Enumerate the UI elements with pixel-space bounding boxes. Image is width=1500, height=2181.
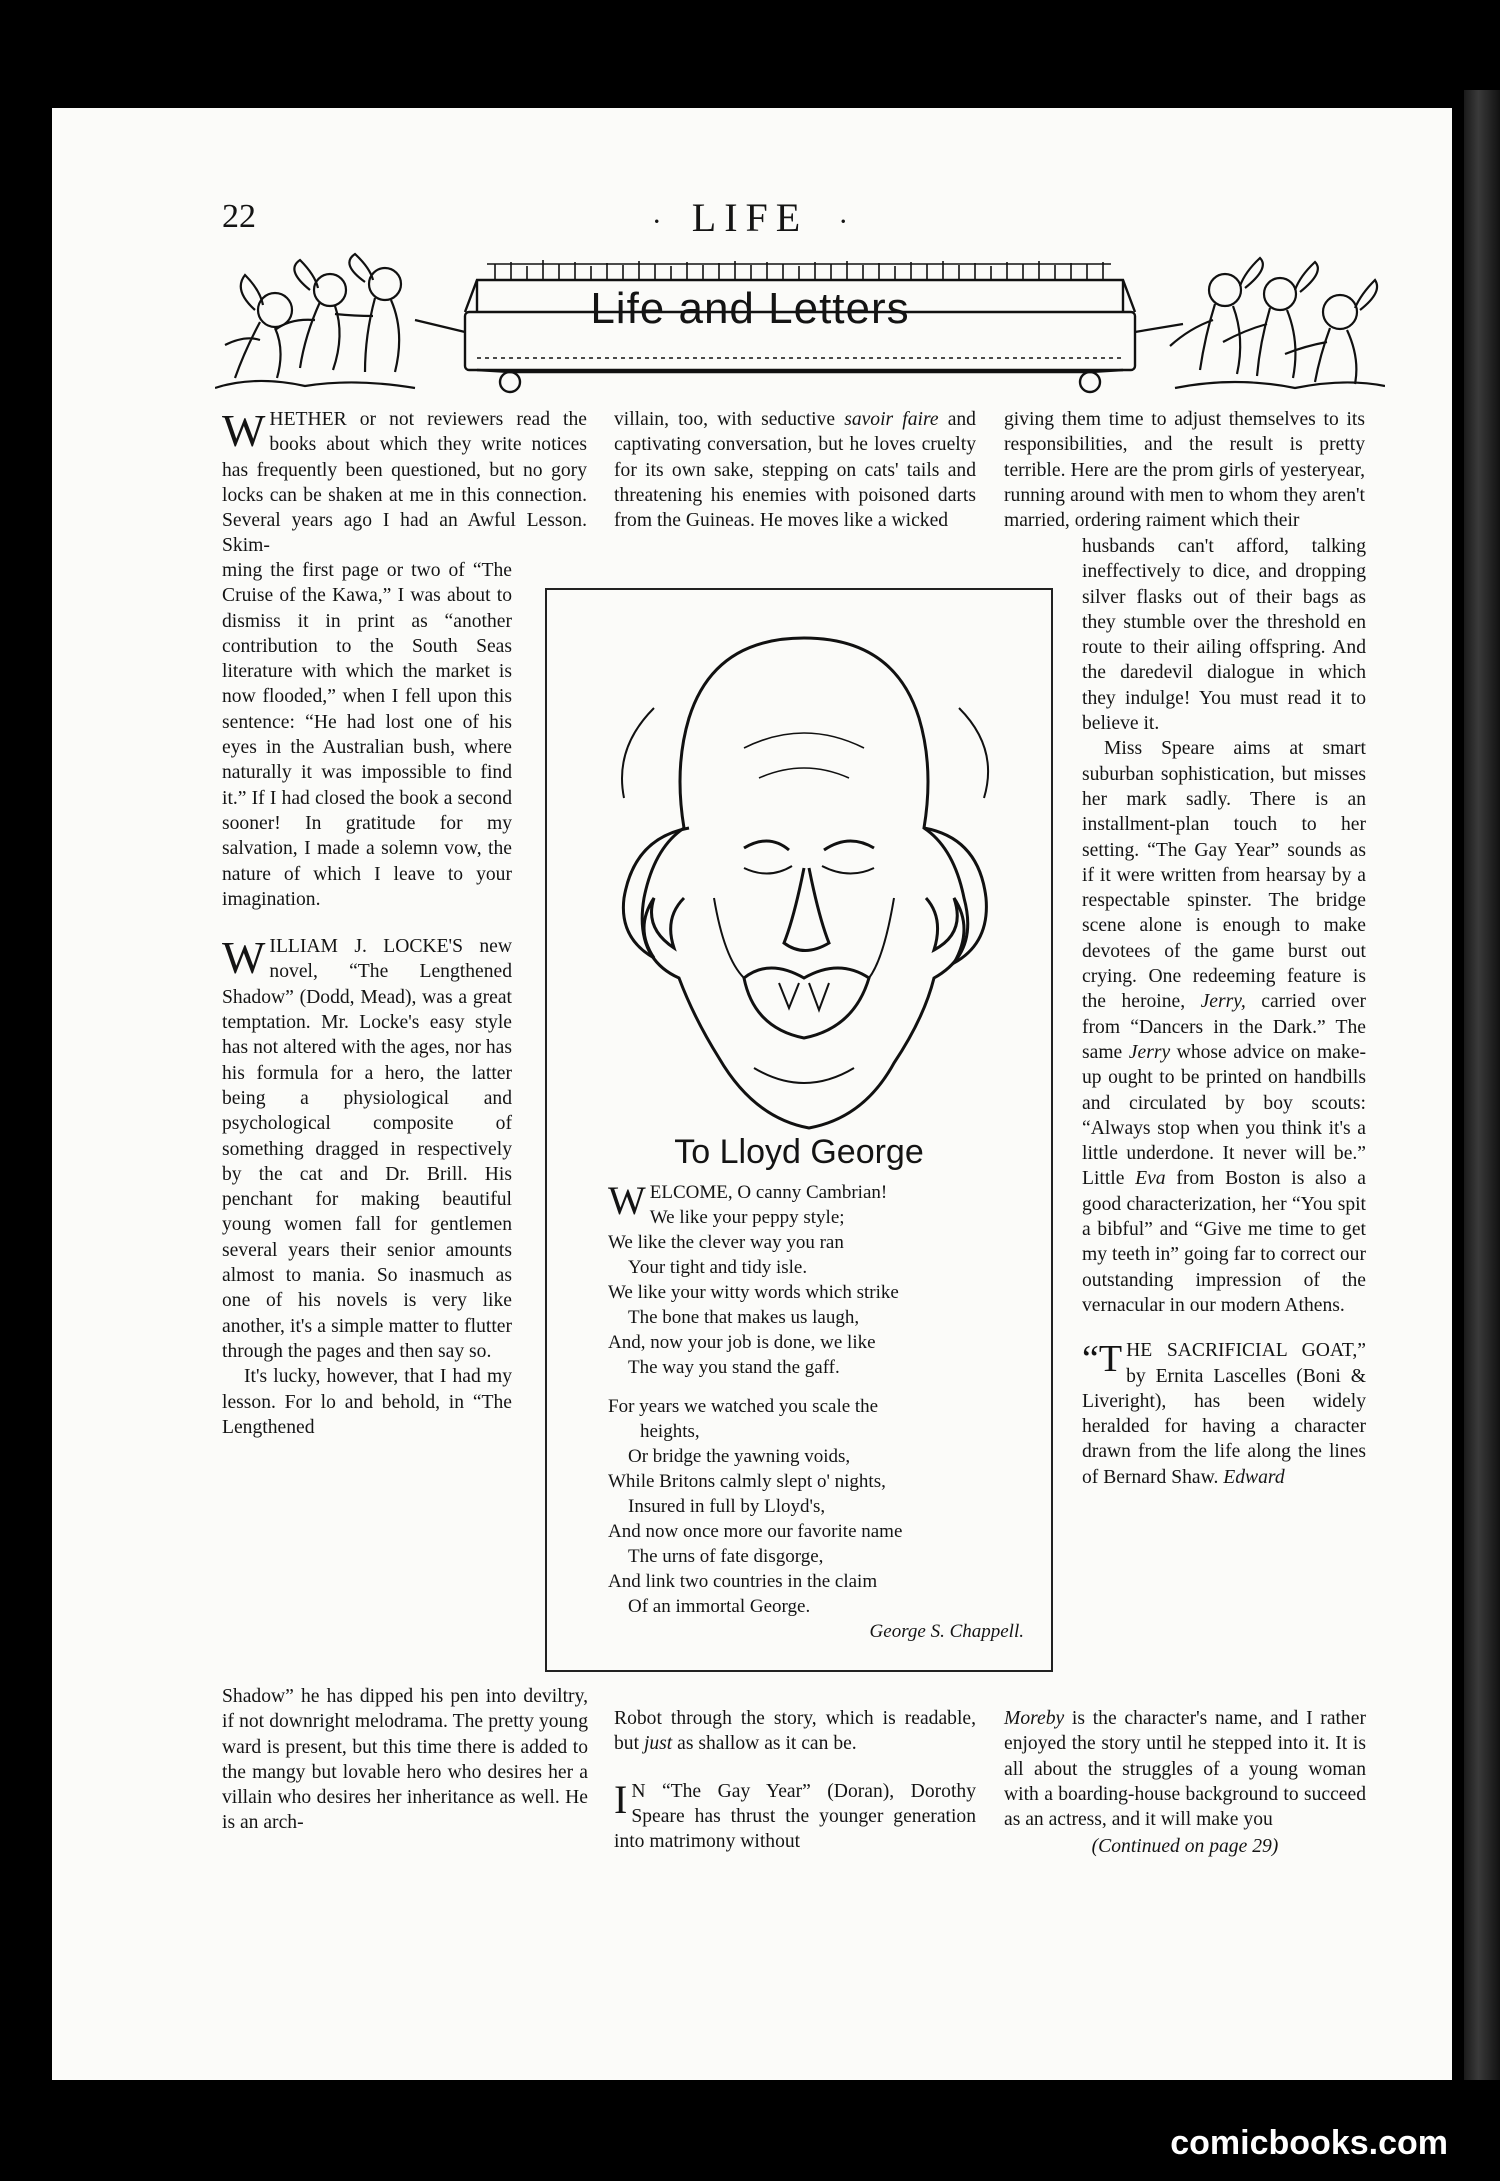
robot-text-a: Robot through the story, which is readable, but xyxy=(614,1708,976,1755)
poem-line-17: Of an immortal George. xyxy=(628,1596,811,1617)
caricature-nose xyxy=(784,868,829,951)
paragraph-prom-girls: giving them time to adjust themselves to its responsibilities, and the result is pretty terrible. Here are the prom girls of yesteryear, running around with men to whom they aren't married, ordering raiment which their xyxy=(1004,409,1365,532)
poem-author: George S. Chappell. xyxy=(869,1621,1024,1642)
speare-jerry-2: Jerry xyxy=(1128,1041,1171,1063)
paragraph-gay-year xyxy=(614,1776,976,1855)
poem-line-14: And now once more our favorite name xyxy=(608,1521,903,1542)
robot-text-b: as shallow as it can be. xyxy=(672,1733,857,1755)
gay-year-text: N “The Gay Year” (Doran), Dorothy Speare has thrust the younger generation into matrimony without xyxy=(614,1780,976,1853)
goat-text: HE SACRIFICIAL GOAT,” by Ernita Lascelles (Boni & Liveright), has been widely heralded for having a character drawn from the life along the lines of Bernard Shaw. xyxy=(1082,1340,1366,1488)
poem-line-7: And, now your job is done, we like xyxy=(608,1332,876,1353)
drop-cap-w: W xyxy=(222,405,266,456)
moreby-text: is the character's name, and I rather enjoyed the story until he stepped into it. It is all about the struggles of a young woman with a boarding-house background to succeed as an actress, and it will make you xyxy=(1004,1708,1366,1831)
poem-drop-cap: W xyxy=(608,1178,646,1223)
poem-line-10: heights, xyxy=(640,1421,700,1442)
column-3-bottom xyxy=(1004,1706,1366,1860)
section-title: Life and Letters xyxy=(590,284,910,333)
speare-text-a: Miss Speare aims at smart suburban sophistication, but misses her mark sadly. There is an installment-plan touch to her setting. “The Gay Year” sounds as if it were written from hearsay by a respectable spinster. The bridge scene alone is enough to make devotees of the game burst out crying. One redeeming feature is the heroine, xyxy=(1082,738,1366,1013)
poem-line-11: Or bridge the yawning voids, xyxy=(628,1446,851,1467)
poem-line-3: We like the clever way you ran xyxy=(608,1232,844,1253)
poem-line-9: For years we watched you scale the xyxy=(608,1396,879,1417)
paragraph-speare xyxy=(1082,736,1366,1318)
caricature-hair-right xyxy=(924,828,986,963)
masthead-dot-left: · xyxy=(651,204,662,238)
poem-text xyxy=(608,1180,1028,1644)
speare-jerry: Jerry, xyxy=(1200,991,1246,1013)
poem-line-5: We like your witty words which strike xyxy=(608,1282,899,1303)
paragraph-moreby xyxy=(1004,1706,1366,1832)
moreby-italic: Moreby xyxy=(1004,1708,1065,1729)
paragraph-3-lesson: It's lucky, however, that I had my lesson. For lo and behold, in “The Lengthened xyxy=(222,1366,512,1438)
drop-cap-t: “T xyxy=(1082,1338,1123,1381)
masthead-title: LIFE xyxy=(691,195,809,240)
column-3-top xyxy=(1004,407,1365,533)
villain-italic: savoir faire xyxy=(844,409,939,430)
column-1-narrow xyxy=(222,558,512,1440)
column-1-intro xyxy=(222,407,587,559)
poem-line-12: While Britons calmly slept o' nights, xyxy=(608,1471,886,1492)
masthead xyxy=(0,194,1500,241)
page-spine-shadow xyxy=(1464,90,1500,2080)
robot-italic: just xyxy=(643,1733,673,1755)
speare-eva: Eva xyxy=(1135,1168,1166,1190)
lloyd-george-caricature xyxy=(594,598,1014,1168)
paragraph-2-text: ILLIAM J. LOCKE'S new novel, “The Lengthened Shadow” (Dodd, Mead), was a great temptation. Mr. Locke's easy style has not altered with the ages, nor has his formula for a hero, the latter being a physiological and psychological composite of something dragged in respectively by the cat and Dr. Brill. His penchant for making beautiful young women fall for gentlemen several years their senior amounts almost to mania. So inasmuch as one of his novels is very like another, it's a simple matter to flutter through the pages and then say so. xyxy=(222,936,512,1362)
paragraph-villain xyxy=(614,407,976,533)
goat-italic: Edward xyxy=(1223,1466,1285,1488)
speare-text-b: carried over from “Dancers in the Dark.” The same xyxy=(1082,991,1366,1063)
drop-cap-i: I xyxy=(614,1776,628,1822)
paragraph-3-continued: Shadow” he has dipped his pen into deviltry, if not downright melodrama. The pretty young ward is present, but this time there is added to the mangy but lovable hero who desires her a villain who desires her inheritance as well. He is an arch- xyxy=(222,1686,588,1834)
poem-line-4: Your tight and tidy isle. xyxy=(628,1257,808,1278)
caricature-head-outline xyxy=(642,638,968,1128)
speare-text-d: from Boston is also a good characterization, her “You spit a bibful” and “Give me time to get my teeth in” going far to correct our outstanding impression of the vernacular in our modern Athens. xyxy=(1082,1168,1367,1316)
paragraph-1-opening xyxy=(222,407,587,559)
column-3-narrow xyxy=(1082,534,1366,1490)
speare-text-c: whose advice on make-up ought to be printed on handbills and circulated by boy scouts: “Always stop when you think it's a little underdone. It never will be.” Little xyxy=(1082,1041,1366,1190)
paragraph-1-continued: ming the first page or two of “The Cruise of the Kawa,” I was about to dismiss it in print as “another contribution to the South Seas literature with which the market is now flooded,” when I fell upon this sentence: “He had lost one of his eyes in the Australian bush, where naturally it was impossible to find it.” If I had closed the book a second sooner! In gratitude for my salvation, I made a solemn vow, the nature of which I leave to your imagination. xyxy=(222,560,512,910)
poem-line-8: The way you stand the gaff. xyxy=(628,1357,840,1378)
watermark: comicbooks.com xyxy=(1170,2124,1448,2162)
paragraph-robot xyxy=(614,1706,976,1757)
page-number: 22 xyxy=(222,198,256,235)
column-2-top xyxy=(614,407,976,533)
poem-line-2: We like your peppy style; xyxy=(649,1207,845,1228)
poem-line-15: The urns of fate disgorge, xyxy=(628,1546,824,1567)
poem-line-13: Insured in full by Lloyd's, xyxy=(628,1496,826,1517)
poem-line-16: And link two countries in the claim xyxy=(608,1571,878,1592)
column-1-bottom xyxy=(222,1684,588,1836)
poem-title: To Lloyd George xyxy=(674,1133,924,1171)
paragraph-sacrificial-goat xyxy=(1082,1338,1366,1490)
column-2-bottom xyxy=(614,1706,976,1854)
drop-cap-w2: W xyxy=(222,932,266,984)
villain-text-b: and captivating conversation, but he loves cruelty for its own sake, stepping on cats' tails and threatening his enemies with poisoned darts from the Guineas. He moves like a wicked xyxy=(614,409,976,532)
paragraph-1-text-a: HETHER or not reviewers read the books about which they write notices has frequently been questioned, but no gory locks can be shaken at me in this connection. Several years ago I had an Awful Lesson. Skim- xyxy=(222,409,587,557)
masthead-dot-right: · xyxy=(838,204,849,238)
continued-note: (Continued on page 29) xyxy=(1091,1836,1279,1858)
poem-line-6: The bone that makes us laugh, xyxy=(628,1307,860,1328)
caricature-hair-left xyxy=(623,828,689,958)
poem-line-1-text: ELCOME, O canny Cambrian! xyxy=(649,1182,888,1203)
paragraph-2-locke xyxy=(222,934,512,1364)
caricature-mouth xyxy=(744,968,869,1038)
paragraph-husbands: husbands can't afford, talking ineffectively to dice, and dropping silver flasks out of their bags as they stumble over the threshold en route to their ailing offspring. And the daredevil dialogue in which they indulge! You must read it to believe it. xyxy=(1082,536,1366,735)
villain-text-a: villain, too, with seductive xyxy=(614,409,845,430)
